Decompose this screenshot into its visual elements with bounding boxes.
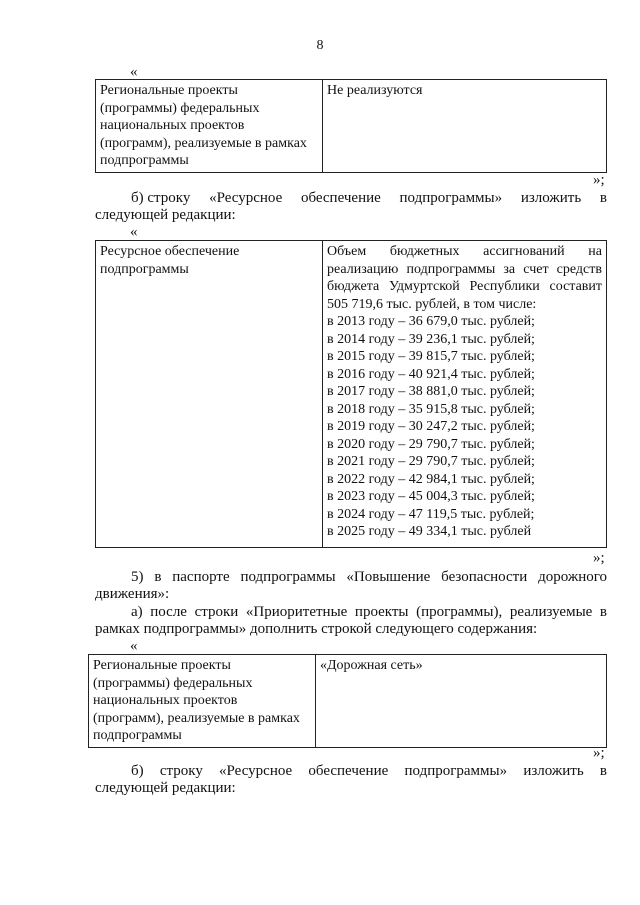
year-amount-line: в 2016 году – 40 921,4 тыс. рублей; bbox=[327, 366, 535, 382]
text-fragment: обеспечение bbox=[300, 190, 381, 206]
paragraph-a-line2: рамках подпрограммы» дополнить строкой следующего содержания: bbox=[95, 621, 538, 637]
text-fragment: подпрограммы» bbox=[399, 190, 503, 206]
text-fragment: б) bbox=[131, 763, 144, 779]
year-amount-line: в 2023 году – 45 004,3 тыс. рублей; bbox=[327, 489, 535, 504]
resource-provision-value bbox=[323, 241, 607, 548]
text-fragment: б) строку bbox=[131, 190, 191, 206]
year-amount-line: в 2020 году – 29 790,7 тыс. рублей; bbox=[327, 436, 535, 452]
text-fragment: строку bbox=[159, 763, 203, 779]
text-fragment: в bbox=[599, 190, 607, 206]
regional-projects-label: Региональные проекты (программы) федеральных национальных проектов (программ), реализуемые в рамках подпрограммы bbox=[89, 655, 316, 748]
year-amount-line: в 2019 году – 30 247,2 тыс. рублей; bbox=[327, 419, 535, 434]
text-fragment: изложить bbox=[520, 190, 582, 206]
year-amount-line: в 2018 году – 35 915,8 тыс. рублей; bbox=[327, 401, 535, 417]
text-fragment: изложить bbox=[523, 763, 584, 779]
paragraph-a-line1: а) после строки «Приоритетные проекты (программы), реализуемые в bbox=[131, 604, 607, 620]
resource-provision-table bbox=[95, 240, 607, 548]
paragraph-b-resource-2-line2: следующей редакции: bbox=[95, 780, 236, 796]
year-amount-line: в 2022 году – 42 984,1 тыс. рублей; bbox=[327, 471, 535, 487]
paragraph-5-line2: движения»: bbox=[95, 586, 170, 602]
paragraph-b-resource-2-line1 bbox=[95, 763, 607, 780]
year-amount-line: в 2013 году – 36 679,0 тыс. рублей; bbox=[327, 314, 535, 329]
paragraph-b-resource-line1 bbox=[95, 190, 607, 207]
close-quote: »; bbox=[593, 550, 605, 566]
text-fragment: «Ресурсное bbox=[219, 763, 293, 779]
text-fragment: обеспечение bbox=[308, 763, 389, 779]
regional-projects-table bbox=[95, 79, 607, 173]
resource-provision-intro: Объем бюджетных ассигнований на реализацию подпрограммы за счет средств бюджета Удмуртской Республики составит 505 719,6 тыс. рублей, в том числе: bbox=[327, 244, 602, 312]
paragraph-b-resource-line2: следующей редакции: bbox=[95, 207, 236, 223]
year-amount-line: в 2015 году – 39 815,7 тыс. рублей; bbox=[327, 349, 535, 364]
open-quote: « bbox=[130, 64, 138, 80]
regional-projects-table-2 bbox=[88, 654, 607, 748]
year-amount-line: в 2014 году – 39 236,1 тыс. рублей; bbox=[327, 331, 535, 347]
year-amount-line: в 2021 году – 29 790,7 тыс. рублей; bbox=[327, 454, 535, 469]
page-number: 8 bbox=[316, 38, 324, 53]
year-amount-line: в 2017 году – 38 881,0 тыс. рублей; bbox=[327, 384, 535, 399]
year-amount-line: в 2024 году – 47 119,5 тыс. рублей; bbox=[327, 506, 535, 522]
regional-projects-value: «Дорожная сеть» bbox=[316, 655, 607, 748]
paragraph-5-line1: 5) в паспорте подпрограммы «Повышение безопасности дорожного bbox=[131, 569, 607, 585]
resource-provision-label: Ресурсное обеспечение подпрограммы bbox=[96, 241, 323, 548]
open-quote: « bbox=[130, 224, 138, 240]
regional-projects-value: Не реализуются bbox=[323, 80, 607, 173]
regional-projects-label: Региональные проекты (программы) федеральных национальных проектов (программ), реализуемые в рамках подпрограммы bbox=[96, 80, 323, 173]
text-fragment: подпрограммы» bbox=[404, 763, 508, 779]
close-quote: »; bbox=[593, 745, 605, 761]
year-amount-line: в 2025 году – 49 334,1 тыс. рублей bbox=[327, 524, 532, 539]
open-quote: « bbox=[130, 638, 138, 654]
close-quote: »; bbox=[593, 172, 605, 188]
text-fragment: в bbox=[599, 763, 607, 779]
text-fragment: «Ресурсное bbox=[209, 190, 283, 206]
